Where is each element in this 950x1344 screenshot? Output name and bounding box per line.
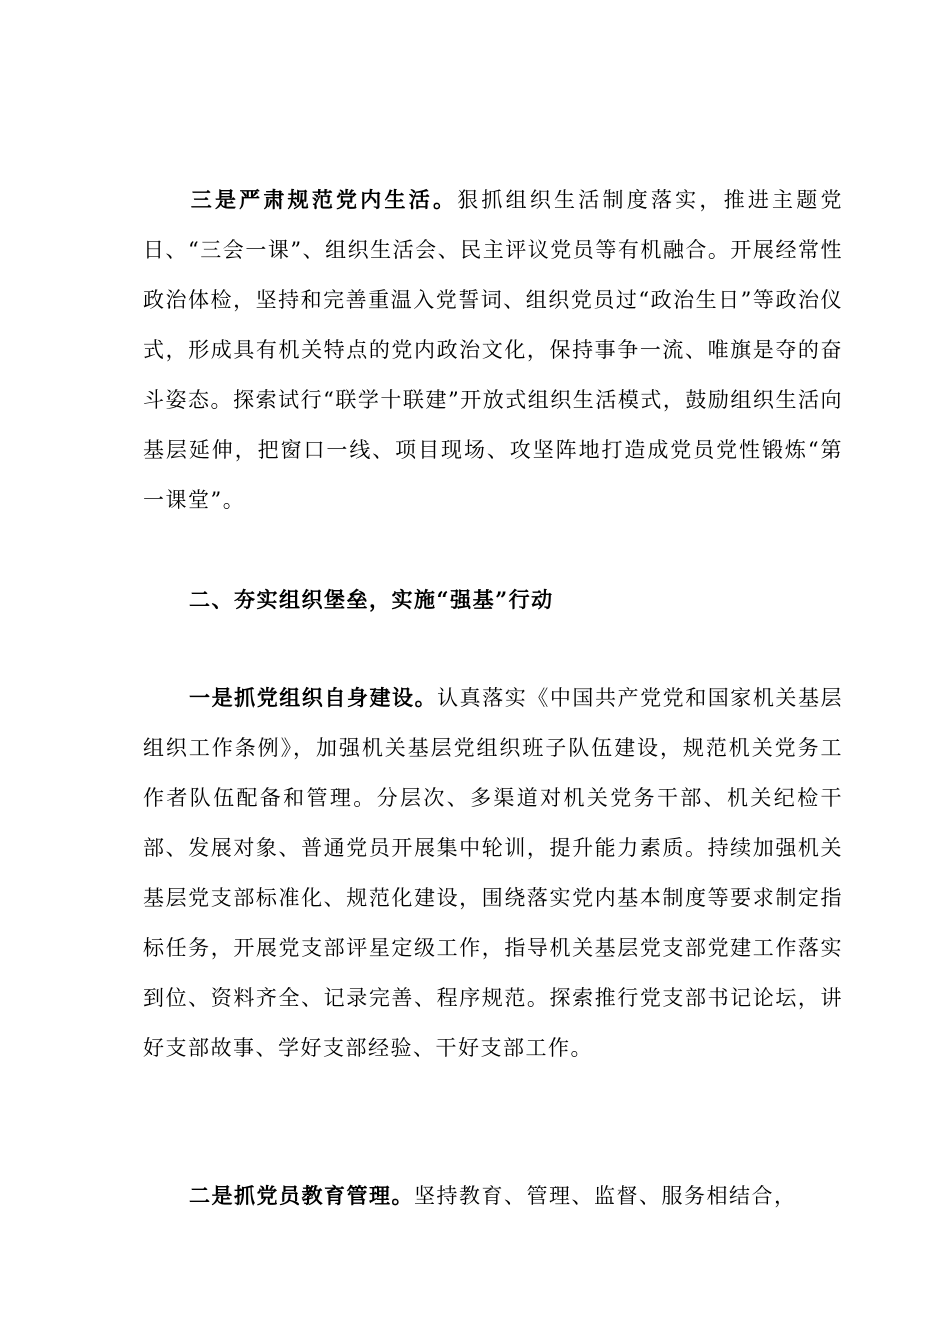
section-heading: 二、夯实组织堡垒，实施“强基”行动	[189, 587, 554, 612]
paragraph-member-education	[143, 1171, 843, 1221]
paragraph-body: 狠抓组织生活制度落实，推进主题党日、“三会一课”、组织生活会、民主评议党员等有机融合。开展经常性政治体检，坚持和完善重温入党誓词、组织党员过“政治生日”等政治仪式，形成具有机关特点的党内政治文化，保持事争一流、唯旗是夺的奋斗姿态。探索试行“联学十联建”开放式组织生活模式，鼓励组织生活向基层延伸，把窗口一线、项目现场、攻坚阵地打造成党员党性锻炼“第一课堂”。	[143, 188, 844, 512]
paragraph-body: 认真落实《中国共产党党和国家机关基层组织工作条例》，加强机关基层党组织班子队伍建设，规范机关党务工作者队伍配备和管理。分层次、多渠道对机关党务干部、机关纪检干部、发展对象、普通党员开展集中轮训，提升能力素质。持续加强机关基层党支部标准化、规范化建设，围绕落实党内基本制度等要求制定指标任务，开展党支部评星定级工作，指导机关基层党支部党建工作落实到位、资料齐全、记录完善、程序规范。探索推行党支部书记论坛，讲好支部故事、学好支部经验、干好支部工作。	[143, 686, 844, 1060]
paragraph-body: 坚持教育、管理、监督、服务相结合，	[414, 1184, 797, 1208]
paragraph-strict-party-life	[143, 175, 843, 525]
paragraph-party-organization-building	[143, 673, 843, 1073]
paragraph-lead-title: 三是严肃规范党内生活。	[189, 187, 458, 212]
paragraph-lead-title: 二是抓党员教育管理。	[189, 1183, 414, 1208]
paragraph-lead-title: 一是抓党组织自身建设。	[189, 685, 438, 710]
